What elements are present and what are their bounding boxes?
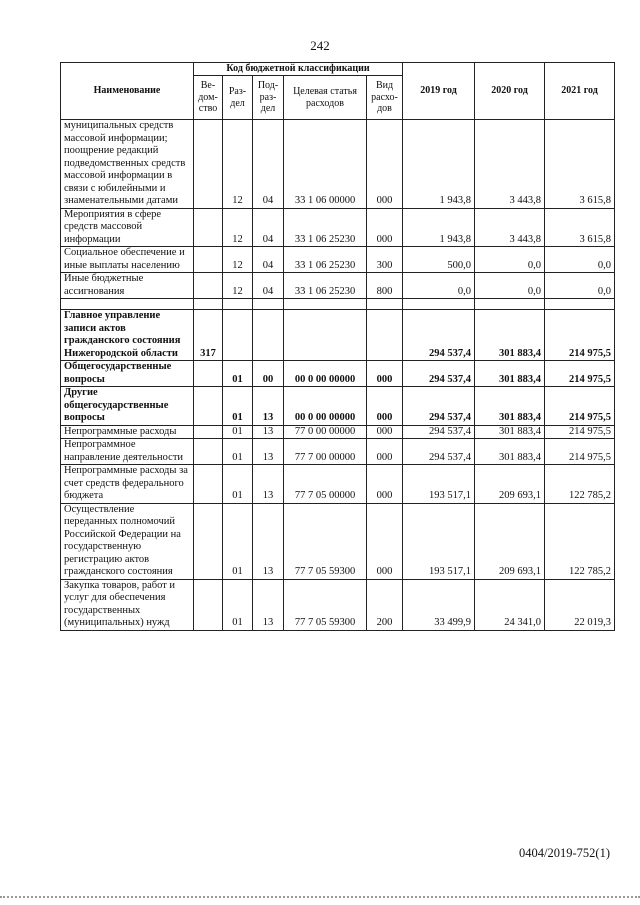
cell-target: 77 7 05 59300 — [284, 503, 367, 579]
cell-subsection: 13 — [253, 465, 284, 504]
cell-2021: 122 785,2 — [545, 465, 615, 504]
cell-expense-type: 800 — [367, 273, 403, 299]
cell-2020: 301 883,4 — [475, 387, 545, 426]
cell-target: 77 7 05 00000 — [284, 465, 367, 504]
cell-2019: 294 537,4 — [403, 425, 475, 439]
table-row — [61, 425, 615, 439]
table-row — [61, 503, 615, 579]
cell-department — [194, 387, 223, 426]
cell-subsection: 13 — [253, 503, 284, 579]
header-budget-code: Код бюджетной классификации — [194, 63, 403, 76]
cell-expense-type: 000 — [367, 387, 403, 426]
table-row — [61, 247, 615, 273]
cell-2021: 3 615,8 — [545, 120, 615, 209]
cell-name: Общегосударственные вопросы — [61, 361, 194, 387]
cell-name: Непрограммные расходы — [61, 425, 194, 439]
cell-section: 12 — [223, 247, 253, 273]
cell-name: Закупка товаров, работ и услуг для обеспечения государственных (муниципальных) нужд — [61, 579, 194, 630]
cell-target: 77 7 05 59300 — [284, 579, 367, 630]
cell-department: 317 — [194, 310, 223, 361]
cell-section: 01 — [223, 361, 253, 387]
cell-section: 01 — [223, 439, 253, 465]
cell-target: 33 1 06 25230 — [284, 208, 367, 247]
header-expense-type: Вид расхо-дов — [367, 76, 403, 120]
cell-2020: 301 883,4 — [475, 425, 545, 439]
cell-2019: 33 499,9 — [403, 579, 475, 630]
table-row — [61, 120, 615, 209]
cell-2020: 24 341,0 — [475, 579, 545, 630]
header-target: Целевая статья расходов — [284, 76, 367, 120]
cell-target: 77 7 00 00000 — [284, 439, 367, 465]
header-2020: 2020 год — [475, 63, 545, 120]
cell-expense-type — [367, 310, 403, 361]
cell-2019: 500,0 — [403, 247, 475, 273]
cell-target: 00 0 00 00000 — [284, 387, 367, 426]
scan-edge — [0, 896, 640, 898]
cell-2019: 193 517,1 — [403, 503, 475, 579]
header-department: Ве-дом-ство — [194, 76, 223, 120]
cell-target: 33 1 06 25230 — [284, 247, 367, 273]
cell-2020: 209 693,1 — [475, 465, 545, 504]
cell-2019: 294 537,4 — [403, 439, 475, 465]
cell-expense-type: 000 — [367, 465, 403, 504]
cell-2021: 3 615,8 — [545, 208, 615, 247]
table-row — [61, 310, 615, 361]
cell-2021: 0,0 — [545, 247, 615, 273]
table-row — [61, 361, 615, 387]
cell-department — [194, 439, 223, 465]
spacer-cell — [253, 299, 284, 310]
spacer-cell — [403, 299, 475, 310]
cell-expense-type: 000 — [367, 361, 403, 387]
spacer-cell — [61, 299, 194, 310]
cell-section — [223, 310, 253, 361]
cell-name: муниципальных средств массовой информации; поощрение редакций подведомственных средств массовой информации в связи с юбилейными и знаменательными датами — [61, 120, 194, 209]
cell-subsection: 04 — [253, 208, 284, 247]
cell-expense-type: 000 — [367, 439, 403, 465]
cell-2021: 122 785,2 — [545, 503, 615, 579]
cell-name: Главное управление записи актов гражданского состояния Нижегородской области — [61, 310, 194, 361]
cell-2021: 214 975,5 — [545, 439, 615, 465]
table-row — [61, 273, 615, 299]
document-code: 0404/2019-752(1) — [519, 846, 610, 860]
cell-target: 33 1 06 25230 — [284, 273, 367, 299]
table-row — [61, 208, 615, 247]
cell-subsection: 04 — [253, 247, 284, 273]
budget-table — [60, 62, 615, 631]
cell-2020: 301 883,4 — [475, 310, 545, 361]
cell-2020: 301 883,4 — [475, 361, 545, 387]
cell-2019: 294 537,4 — [403, 310, 475, 361]
cell-section: 12 — [223, 208, 253, 247]
cell-2021: 214 975,5 — [545, 310, 615, 361]
cell-department — [194, 579, 223, 630]
cell-section: 01 — [223, 425, 253, 439]
spacer-cell — [284, 299, 367, 310]
table-row — [61, 439, 615, 465]
cell-name: Иные бюджетные ассигнования — [61, 273, 194, 299]
cell-2019: 193 517,1 — [403, 465, 475, 504]
cell-subsection: 13 — [253, 425, 284, 439]
spacer-cell — [223, 299, 253, 310]
cell-subsection: 13 — [253, 439, 284, 465]
header-2021: 2021 год — [545, 63, 615, 120]
cell-name: Непрограммное направление деятельности — [61, 439, 194, 465]
cell-2019: 1 943,8 — [403, 208, 475, 247]
cell-2020: 0,0 — [475, 273, 545, 299]
cell-section: 01 — [223, 503, 253, 579]
cell-department — [194, 273, 223, 299]
cell-2020: 3 443,8 — [475, 208, 545, 247]
cell-2019: 0,0 — [403, 273, 475, 299]
cell-department — [194, 503, 223, 579]
cell-expense-type: 200 — [367, 579, 403, 630]
cell-2020: 0,0 — [475, 247, 545, 273]
cell-department — [194, 120, 223, 209]
cell-target — [284, 310, 367, 361]
cell-department — [194, 247, 223, 273]
cell-section: 01 — [223, 465, 253, 504]
page-number: 242 — [310, 38, 330, 53]
cell-2019: 294 537,4 — [403, 387, 475, 426]
cell-department — [194, 361, 223, 387]
cell-subsection: 13 — [253, 579, 284, 630]
header-name: Наименование — [61, 63, 194, 120]
cell-subsection: 04 — [253, 120, 284, 209]
cell-name: Непрограммные расходы за счет средств федерального бюджета — [61, 465, 194, 504]
table-row — [61, 299, 615, 310]
cell-2020: 301 883,4 — [475, 439, 545, 465]
cell-department — [194, 425, 223, 439]
header-subsection: Под-раз-дел — [253, 76, 284, 120]
cell-section: 01 — [223, 579, 253, 630]
cell-target: 33 1 06 00000 — [284, 120, 367, 209]
table-body — [61, 120, 615, 631]
cell-subsection — [253, 310, 284, 361]
cell-name: Социальное обеспечение и иные выплаты населению — [61, 247, 194, 273]
cell-expense-type: 000 — [367, 208, 403, 247]
cell-target: 00 0 00 00000 — [284, 361, 367, 387]
table-row — [61, 387, 615, 426]
cell-expense-type: 300 — [367, 247, 403, 273]
cell-expense-type: 000 — [367, 425, 403, 439]
header-2019: 2019 год — [403, 63, 475, 120]
cell-expense-type: 000 — [367, 120, 403, 209]
spacer-cell — [545, 299, 615, 310]
cell-2020: 209 693,1 — [475, 503, 545, 579]
cell-section: 12 — [223, 273, 253, 299]
cell-subsection: 04 — [253, 273, 284, 299]
cell-name: Осуществление переданных полномочий Российской Федерации на государственную регистрацию актов гражданского состояния — [61, 503, 194, 579]
table-row — [61, 579, 615, 630]
spacer-cell — [475, 299, 545, 310]
cell-2019: 294 537,4 — [403, 361, 475, 387]
cell-subsection: 00 — [253, 361, 284, 387]
cell-department — [194, 208, 223, 247]
cell-2021: 22 019,3 — [545, 579, 615, 630]
header-section: Раз-дел — [223, 76, 253, 120]
spacer-cell — [194, 299, 223, 310]
cell-section: 12 — [223, 120, 253, 209]
cell-2021: 214 975,5 — [545, 425, 615, 439]
cell-2019: 1 943,8 — [403, 120, 475, 209]
cell-expense-type: 000 — [367, 503, 403, 579]
cell-target: 77 0 00 00000 — [284, 425, 367, 439]
table-row — [61, 465, 615, 504]
cell-2021: 0,0 — [545, 273, 615, 299]
cell-2021: 214 975,5 — [545, 361, 615, 387]
cell-subsection: 13 — [253, 387, 284, 426]
cell-name: Мероприятия в сфере средств массовой информации — [61, 208, 194, 247]
cell-department — [194, 465, 223, 504]
cell-name: Другие общегосударственные вопросы — [61, 387, 194, 426]
cell-2021: 214 975,5 — [545, 387, 615, 426]
cell-section: 01 — [223, 387, 253, 426]
cell-2020: 3 443,8 — [475, 120, 545, 209]
spacer-cell — [367, 299, 403, 310]
